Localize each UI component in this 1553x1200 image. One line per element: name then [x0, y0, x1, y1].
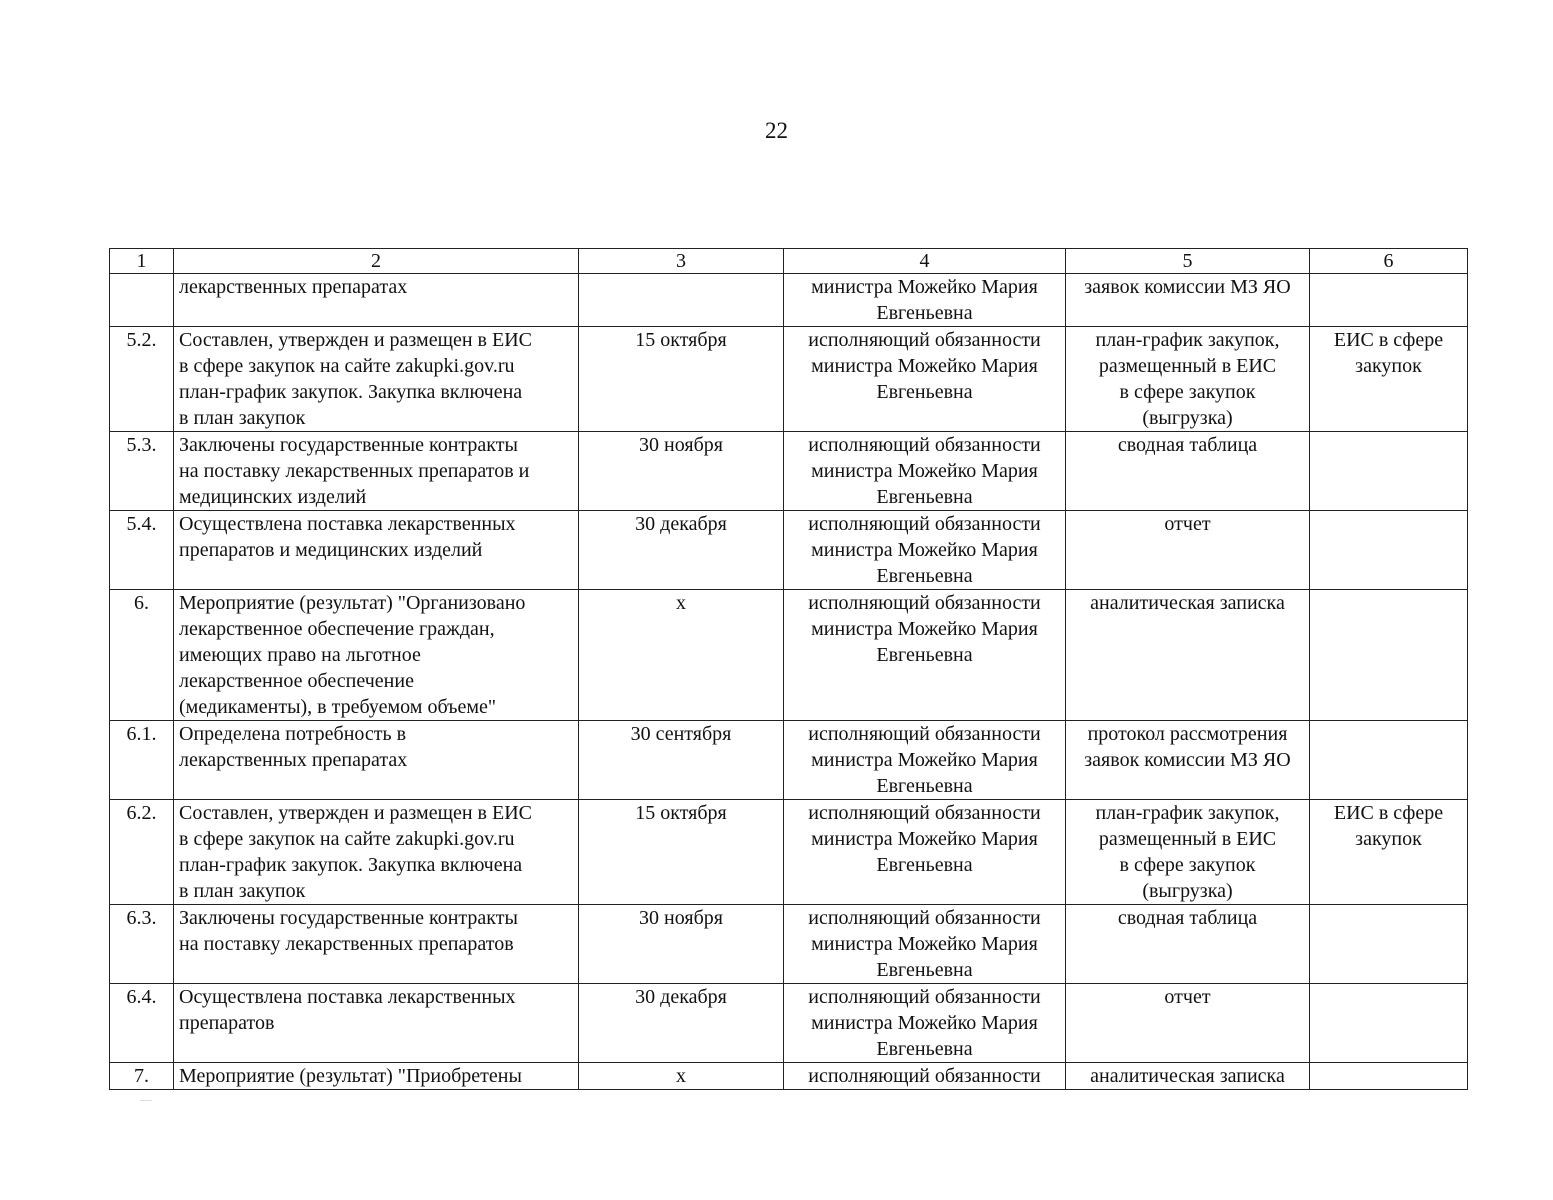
table-row [110, 984, 1468, 1063]
row-number: 5.2. [110, 327, 174, 432]
row-document: заявок комиссии МЗ ЯО [1066, 274, 1310, 327]
header-col-2: 2 [174, 249, 579, 274]
row-number: 5.3. [110, 432, 174, 511]
table-row [110, 800, 1468, 905]
row-event-name: Заключены государственные контракты на поставку лекарственных препаратов [174, 905, 579, 984]
row-deadline: 30 декабря [579, 511, 784, 590]
row-document: протокол рассмотрения заявок комиссии МЗ ЯО [1066, 721, 1310, 800]
row-info-system [1310, 511, 1468, 590]
row-deadline: 30 сентября [579, 721, 784, 800]
plan-table [109, 248, 1468, 1090]
row-number: 6.3. [110, 905, 174, 984]
table-row [110, 432, 1468, 511]
row-deadline: 30 декабря [579, 984, 784, 1063]
row-responsible: исполняющий обязанности министра Можейко Мария Евгеньевна [784, 511, 1066, 590]
row-event-name: Мероприятие (результат) "Организовано лекарственное обеспечение граждан, имеющих право на льготное лекарственное обеспечение (медикаменты), в требуемом объеме" [174, 590, 579, 721]
row-event-name: лекарственных препаратах [174, 274, 579, 327]
row-document: отчет [1066, 511, 1310, 590]
row-event-name: Осуществлена поставка лекарственных препаратов и медицинских изделий [174, 511, 579, 590]
row-number: 6.2. [110, 800, 174, 905]
row-document: план-график закупок, размещенный в ЕИС в сфере закупок (выгрузка) [1066, 327, 1310, 432]
table-row [110, 327, 1468, 432]
table-header-row [110, 249, 1468, 274]
row-info-system [1310, 274, 1468, 327]
row-deadline [579, 274, 784, 327]
row-deadline: 30 ноября [579, 905, 784, 984]
scan-artifact [140, 1100, 152, 1101]
row-document: план-график закупок, размещенный в ЕИС в сфере закупок (выгрузка) [1066, 800, 1310, 905]
row-document: сводная таблица [1066, 432, 1310, 511]
row-info-system: ЕИС в сфере закупок [1310, 800, 1468, 905]
row-number: 6.1. [110, 721, 174, 800]
header-col-1: 1 [110, 249, 174, 274]
table-row [110, 721, 1468, 800]
row-info-system [1310, 1063, 1468, 1090]
header-col-3: 3 [579, 249, 784, 274]
row-responsible: исполняющий обязанности министра Можейко Мария Евгеньевна [784, 905, 1066, 984]
table-row [110, 590, 1468, 721]
row-number: 5.4. [110, 511, 174, 590]
header-col-6: 6 [1310, 249, 1468, 274]
table-row [110, 1063, 1468, 1090]
table-row [110, 905, 1468, 984]
table-row [110, 274, 1468, 327]
row-document: сводная таблица [1066, 905, 1310, 984]
row-deadline: х [579, 1063, 784, 1090]
row-document: отчет [1066, 984, 1310, 1063]
row-info-system [1310, 721, 1468, 800]
row-number [110, 274, 174, 327]
row-info-system [1310, 590, 1468, 721]
row-event-name: Осуществлена поставка лекарственных препаратов [174, 984, 579, 1063]
row-event-name: Определена потребность в лекарственных препаратах [174, 721, 579, 800]
header-col-4: 4 [784, 249, 1066, 274]
row-event-name: Мероприятие (результат) "Приобретены [174, 1063, 579, 1090]
row-event-name: Заключены государственные контракты на поставку лекарственных препаратов и медицинских изделий [174, 432, 579, 511]
table-row [110, 511, 1468, 590]
row-responsible: исполняющий обязанности министра Можейко Мария Евгеньевна [784, 432, 1066, 511]
row-document: аналитическая записка [1066, 1063, 1310, 1090]
row-document: аналитическая записка [1066, 590, 1310, 721]
row-number: 6. [110, 590, 174, 721]
row-responsible: исполняющий обязанности министра Можейко Мария Евгеньевна [784, 590, 1066, 721]
header-col-5: 5 [1066, 249, 1310, 274]
row-event-name: Составлен, утвержден и размещен в ЕИС в сфере закупок на сайте zakupki.gov.ru план-график закупок. Закупка включена в план закупок [174, 327, 579, 432]
row-deadline: 30 ноября [579, 432, 784, 511]
row-event-name: Составлен, утвержден и размещен в ЕИС в сфере закупок на сайте zakupki.gov.ru план-график закупок. Закупка включена в план закупок [174, 800, 579, 905]
row-deadline: 15 октября [579, 800, 784, 905]
row-responsible: исполняющий обязанности министра Можейко Мария Евгеньевна [784, 800, 1066, 905]
row-responsible: исполняющий обязанности министра Можейко Мария Евгеньевна [784, 327, 1066, 432]
row-deadline: х [579, 590, 784, 721]
page-number: 22 [765, 118, 788, 143]
row-responsible: исполняющий обязанности министра Можейко Мария Евгеньевна [784, 984, 1066, 1063]
row-number: 7. [110, 1063, 174, 1090]
row-number: 6.4. [110, 984, 174, 1063]
row-responsible: министра Можейко Мария Евгеньевна [784, 274, 1066, 327]
row-deadline: 15 октября [579, 327, 784, 432]
row-info-system: ЕИС в сфере закупок [1310, 327, 1468, 432]
row-info-system [1310, 432, 1468, 511]
row-responsible: исполняющий обязанности [784, 1063, 1066, 1090]
row-info-system [1310, 905, 1468, 984]
row-info-system [1310, 984, 1468, 1063]
row-responsible: исполняющий обязанности министра Можейко Мария Евгеньевна [784, 721, 1066, 800]
